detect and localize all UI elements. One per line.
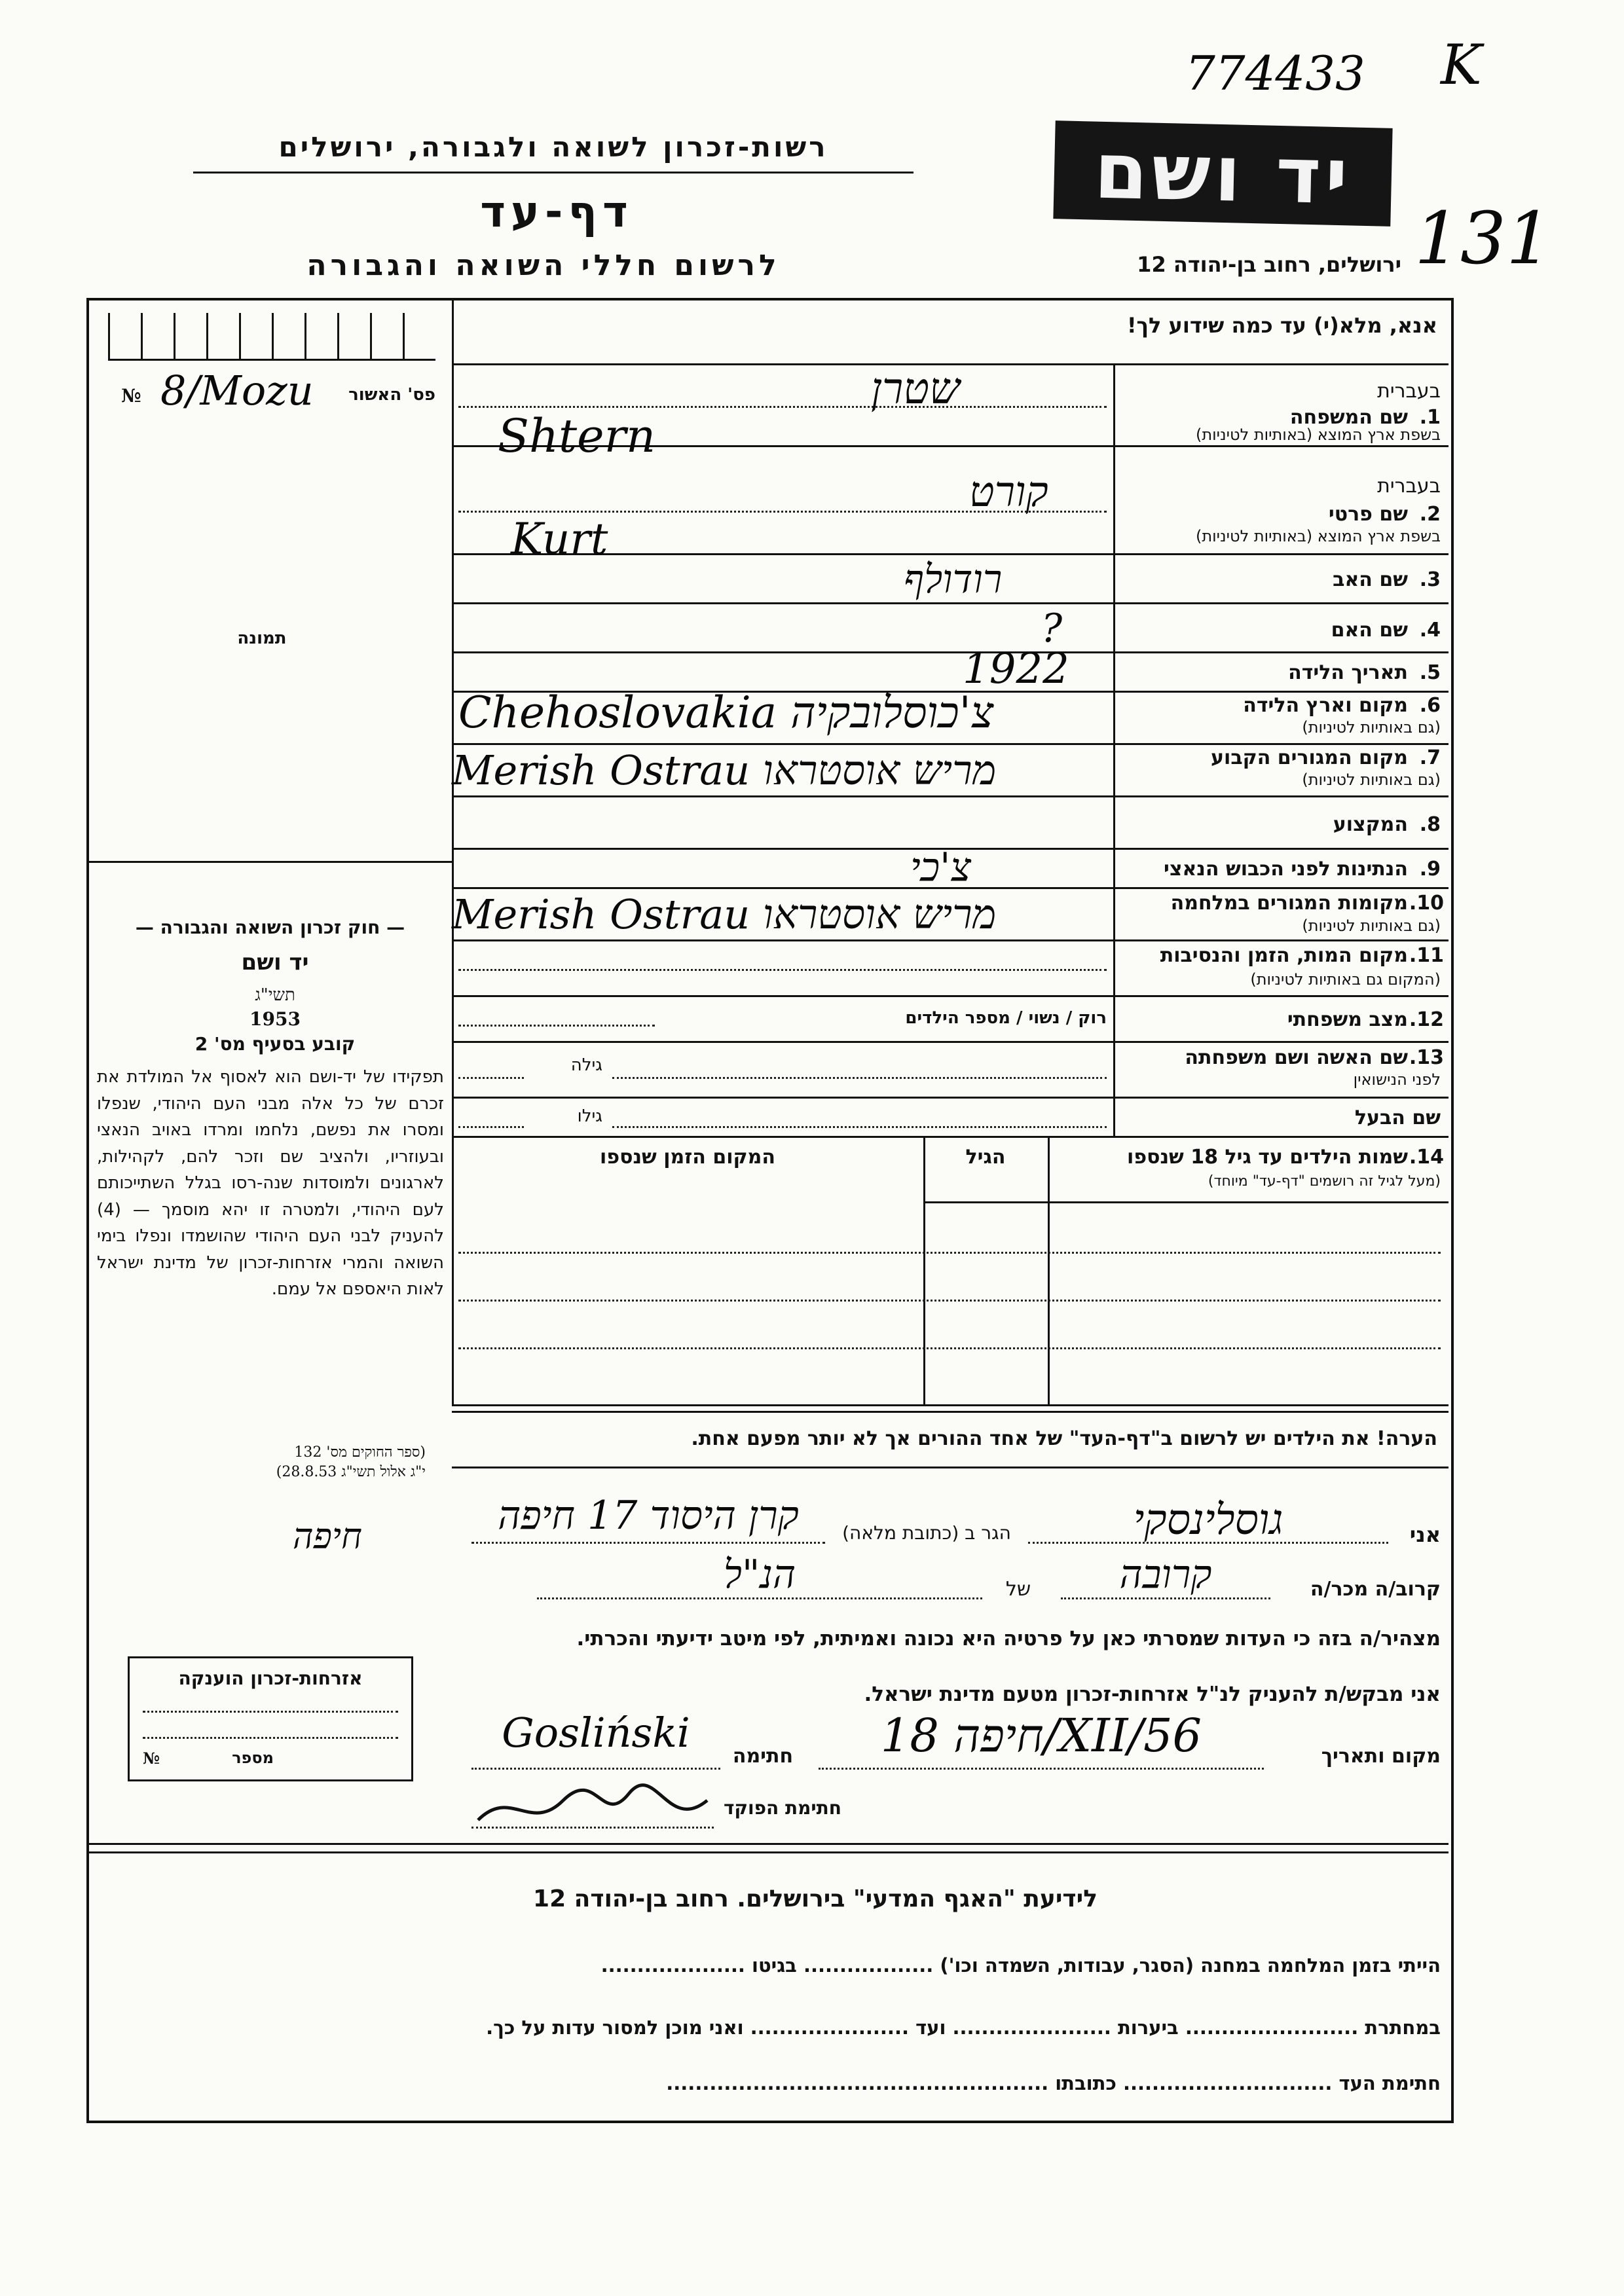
field-10-value: Merish Ostrau מריש אוסטראו — [452, 890, 997, 938]
children-age-header: הגיל — [965, 1146, 1006, 1169]
photo-label: תמונה — [237, 629, 287, 648]
children-label: שמות הילדים עד גיל 18 שנספו — [1127, 1146, 1408, 1169]
field-11-label: מקום המות, הזמן והנסיבות — [1160, 944, 1408, 967]
stamp-no-sign: № — [143, 1749, 160, 1768]
place-date-label: מקום ותאריך — [1321, 1745, 1441, 1768]
address: ירושלים, רחוב בן-יהודה 12 — [1137, 252, 1401, 277]
field-10-sub: (גם באותיות לטיניות) — [1302, 917, 1441, 935]
field-7-sub: (גם באותיות לטיניות) — [1302, 771, 1441, 789]
law-source-2: י"ג אלול תשי"ג 28.8.53) — [276, 1464, 426, 1480]
field-8-num: 8. — [1419, 813, 1441, 836]
form-title: דף-עד — [480, 187, 633, 237]
law-logo: יד ושם — [241, 949, 309, 975]
field-1-heb-value: שטרן — [871, 363, 960, 414]
field-1-label: שם המשפחה — [1289, 406, 1408, 429]
field-2-sub: בשפת ארץ המוצא (באותיות לטיניות) — [1196, 527, 1441, 545]
relation-value: קרובה — [1119, 1552, 1212, 1597]
stamp-title: אזרחות-זכרון הוענקה — [178, 1667, 363, 1689]
footer-title: לידיעת "האגף המדעי" בירושלים. רחוב בן-יהודה 12 — [533, 1886, 1098, 1912]
field-7-value: Merish Ostrau מריש אוסטראו — [452, 746, 997, 794]
footer-line-1: הייתי בזמן המלחמה במחנה (הסגר, עבודות, השמדה וכו') .................. בגיטו .................... — [600, 1954, 1441, 1977]
law-text: תפקידו של יד-ושם הוא לאסוף אל המולדת את זכרם של כל אלה מבני העם היהודי, שנפלו ומסרו את נפשם, נלחמו ומרדו באויב הנאצי ובעוזריו, ולהציב שם וזכר להם, לקהילות, לארגונים ולמוסדות שנה-רסו בגלל השתייכותם לעם היהודי, ולמטרה זו יהא מוסמך — (4) להעניק לבני העם היהודי שהושמדו ונפלו בימי השואה והמרי אזרחות-זכרון של מדינת ישראל לאות היאספם אל עמם. — [97, 1067, 444, 1299]
field-6-value: Chehoslovakia צ'כוסלובקיה — [458, 687, 994, 738]
field-9-num: 9. — [1419, 858, 1441, 881]
law-title: — חוק זכרון השואה והגבורה — — [135, 917, 405, 938]
field-3-label: שם האב — [1333, 568, 1408, 591]
citizenship-stamp — [128, 1656, 413, 1781]
intro-text: אנא, מלא(י) עד כמה שידוע לך! — [1126, 313, 1437, 338]
form-subtitle: לרשום חללי השואה והגבורה — [306, 249, 781, 282]
declarant-address: קרן היסוד 17 חיפה — [498, 1493, 799, 1539]
field-1-value: Shtern — [498, 409, 656, 463]
field-4-num: 4. — [1419, 619, 1441, 642]
field-10-num: 10. — [1409, 892, 1444, 915]
children-sub: (מעל לגיל זה רושמים "דף-עד" מיוחד) — [1208, 1173, 1441, 1190]
field-11-sub: (המקום גם באותיות לטיניות) — [1250, 970, 1441, 989]
field-4-label: שם האם — [1331, 619, 1408, 642]
field-2-heb-value: קורט — [969, 468, 1048, 517]
official-signature-label: חתימת הפוקד — [723, 1797, 842, 1819]
law-year: 1953 — [249, 1008, 301, 1030]
declarant-resides-label: הגר ב (כתובת מלאה) — [842, 1522, 1011, 1544]
children-num: 14. — [1409, 1146, 1444, 1169]
marital-options: רוק / נשוי / מספר הילדים — [905, 1008, 1107, 1028]
field-13-label: שם האשה ושם משפחתה — [1185, 1046, 1408, 1069]
field-8-label: המקצוע — [1333, 813, 1408, 836]
field-2-num: 2. — [1419, 503, 1441, 526]
field-7-label: מקום המגורים הקבוע — [1211, 746, 1408, 769]
org-line: רשות-זכרון לשואה ולגבורה, ירושלים — [278, 131, 828, 163]
law-year-hebrew: תשי"ג — [255, 985, 295, 1005]
field-1-sub: בשפת ארץ המוצא (באותיות לטיניות) — [1196, 426, 1441, 444]
footer-line-2: במחתרת ........................ ביערות ...................... ועד ...................... ואני מוכן למסור עדות על כך. — [486, 2016, 1441, 2039]
children-place-header: המקום הזמן שנספו — [600, 1146, 775, 1169]
relation-label: קרוב/ה מכר/ה — [1310, 1578, 1441, 1601]
of-label: של — [1005, 1578, 1031, 1601]
signature-label: חתימה — [732, 1745, 794, 1768]
field-13-sub: לפני הנישואין — [1353, 1070, 1441, 1089]
in-hebrew-1: בעברית — [1377, 380, 1441, 403]
corner-number: 131 — [1414, 196, 1552, 280]
yad-vashem-logo: יד ושם — [1053, 120, 1392, 227]
field-9-value: צ'כי — [910, 845, 971, 890]
approval-no-value: 8/Mozu — [160, 367, 314, 414]
field-9-label: הנתינות לפני הכבוש הנאצי — [1164, 858, 1408, 881]
footer-line-3: חתימת העד ............................. כתובתו ..................................................... — [666, 2072, 1441, 2094]
declarant-name: גוסלינסקי — [1133, 1496, 1283, 1544]
field-2-label: שם פרטי — [1328, 503, 1408, 526]
archive-number: 774433 — [1185, 46, 1365, 101]
field-3-value: רודולף — [904, 556, 1003, 602]
declarant-city: חיפה — [292, 1516, 363, 1557]
field-5-label: תאריך הלידה — [1288, 661, 1408, 684]
field-1-num: 1. — [1419, 406, 1441, 429]
field-3-num: 3. — [1419, 568, 1441, 591]
stamp-number-label: מספר — [232, 1749, 274, 1767]
corner-mark: K — [1441, 33, 1482, 97]
field-12-label: מצב משפחתי — [1287, 1008, 1408, 1031]
field-11-num: 11. — [1409, 944, 1444, 967]
of-value: הנ"ל — [723, 1552, 796, 1597]
declarant-i-label: אני — [1409, 1522, 1441, 1547]
approval-no-sign: № — [121, 385, 141, 407]
in-hebrew-2: בעברית — [1377, 475, 1441, 498]
wife-age-label: גילה — [570, 1055, 602, 1075]
field-6-label: מקום וארץ הלידה — [1243, 694, 1408, 717]
field-6-sub: (גם באותיות לטיניות) — [1302, 718, 1441, 737]
place-date-value: חיפה 18/XII/56 — [880, 1709, 1202, 1762]
husband-age-label: גילו — [577, 1106, 602, 1126]
field-2-value: Kurt — [511, 514, 608, 564]
field-13-num: 13. — [1409, 1046, 1444, 1069]
husband-label: שם הבעל — [1354, 1106, 1441, 1129]
law-source-1: (ספר החוקים מס' 132 — [294, 1444, 426, 1461]
signature-value: Gosliński — [502, 1709, 690, 1757]
law-clause: קובע בסעיף מס' 2 — [194, 1033, 356, 1055]
note-text: הערה! את הילדים יש לרשום ב"דף-העד" של אחד ההורים אך לא יותר מפעם אחת. — [691, 1427, 1437, 1450]
field-5-value: 1922 — [963, 645, 1069, 693]
field-4-value: ? — [1041, 606, 1063, 651]
field-7-num: 7. — [1419, 746, 1441, 769]
field-10-label: מקומות המגורים במלחמה — [1170, 892, 1408, 915]
approval-ticks — [108, 313, 435, 361]
request-text: אני מבקש/ת להעניק לנ"ל אזרחות-זכרון מטעם מדינת ישראל. — [864, 1683, 1441, 1706]
field-12-num: 12. — [1409, 1008, 1444, 1031]
declaration-text: מצהיר/ה בזה כי העדות שמסרתי כאן על פרטיה היא נכונה ואמיתית, לפי מיטב ידיעתי והכרתי. — [576, 1627, 1441, 1650]
field-6-num: 6. — [1419, 694, 1441, 717]
field-5-num: 5. — [1419, 661, 1441, 684]
official-signature-scribble — [471, 1774, 714, 1840]
approval-label: פס' האשור — [348, 385, 435, 405]
